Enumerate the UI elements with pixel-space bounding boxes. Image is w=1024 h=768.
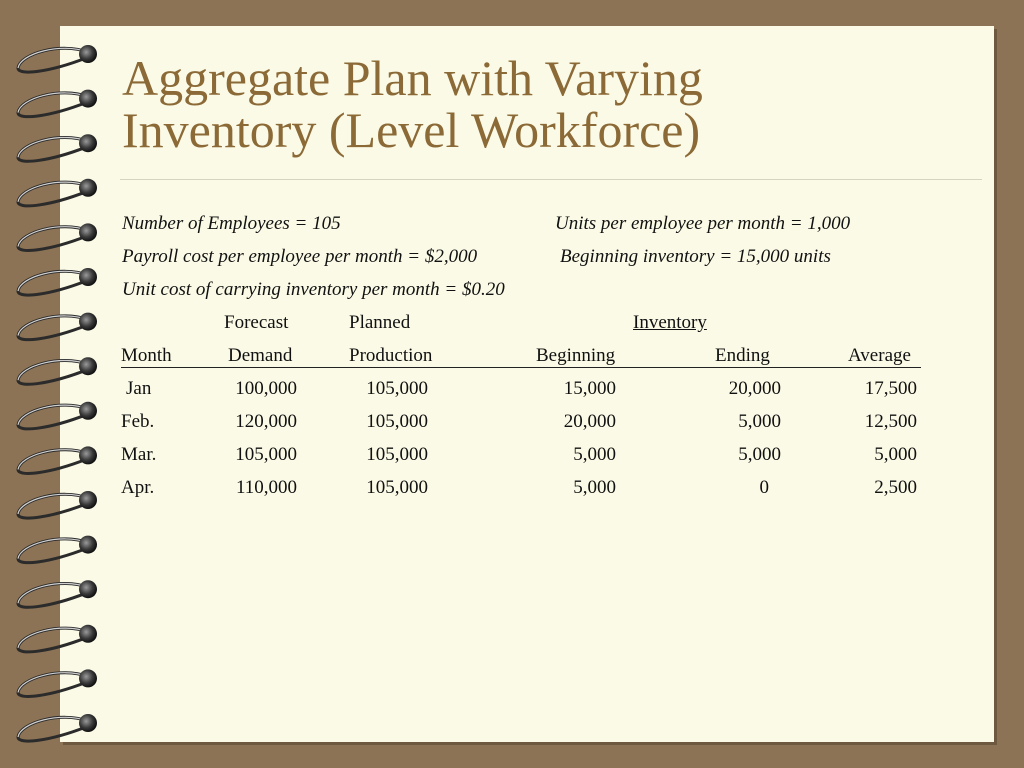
binding-hole bbox=[79, 402, 97, 420]
spiral-ring bbox=[18, 361, 88, 385]
spiral-ring bbox=[18, 93, 88, 117]
cell-beginning: 20,000 bbox=[563, 411, 616, 432]
beginning-inventory-text: Beginning inventory = 15,000 units bbox=[560, 246, 831, 267]
cell-beginning: 15,000 bbox=[563, 378, 616, 399]
spiral-ring bbox=[18, 494, 88, 518]
cell-production: 105,000 bbox=[366, 477, 428, 498]
spiral-ring bbox=[18, 539, 88, 563]
spiral-ring bbox=[18, 138, 88, 162]
binding-hole bbox=[79, 491, 97, 509]
binding-hole bbox=[79, 669, 97, 687]
cell-production: 105,000 bbox=[366, 444, 428, 465]
header-average: Average bbox=[848, 345, 911, 366]
title-line-1: Aggregate Plan with Varying bbox=[122, 50, 703, 106]
binding-hole bbox=[79, 179, 97, 197]
cell-demand: 120,000 bbox=[235, 411, 297, 432]
cell-ending: 5,000 bbox=[738, 444, 781, 465]
spiral-ring bbox=[18, 48, 88, 72]
binding-hole bbox=[79, 134, 97, 152]
header-inventory: Inventory bbox=[633, 312, 707, 333]
title-divider bbox=[120, 179, 982, 180]
spiral-ring bbox=[18, 405, 88, 429]
cell-average: 12,500 bbox=[864, 411, 917, 432]
header-planned: Planned bbox=[349, 312, 411, 333]
title-line-2: Inventory (Level Workforce) bbox=[122, 102, 701, 158]
header-beginning: Beginning bbox=[536, 345, 616, 366]
spiral-ring bbox=[18, 673, 88, 697]
spiral-ring bbox=[18, 182, 88, 206]
spiral-ring bbox=[18, 450, 88, 474]
cell-average: 5,000 bbox=[874, 444, 917, 465]
spiral-ring bbox=[18, 271, 88, 295]
binding-hole bbox=[79, 714, 97, 732]
header-ending: Ending bbox=[715, 345, 770, 366]
header-forecast: Forecast bbox=[224, 312, 289, 333]
spiral-ring bbox=[18, 717, 88, 741]
spiral-binding-icon bbox=[0, 0, 110, 768]
binding-hole bbox=[79, 446, 97, 464]
cell-average: 17,500 bbox=[864, 378, 917, 399]
cell-beginning: 5,000 bbox=[573, 444, 616, 465]
header-production: Production bbox=[349, 345, 433, 366]
cell-ending: 0 bbox=[759, 477, 769, 498]
cell-month: Feb. bbox=[121, 411, 155, 432]
binding-hole bbox=[79, 536, 97, 554]
binding-hole bbox=[79, 90, 97, 108]
slide-title bbox=[122, 52, 982, 156]
header-month: Month bbox=[121, 345, 172, 366]
binding-hole bbox=[79, 625, 97, 643]
cell-demand: 100,000 bbox=[235, 378, 297, 399]
cell-month: Jan bbox=[126, 378, 152, 399]
carrying-cost-text: Unit cost of carrying inventory per month = $0.20 bbox=[122, 279, 505, 300]
binding-hole bbox=[79, 268, 97, 286]
cell-month: Mar. bbox=[121, 444, 157, 465]
cell-beginning: 5,000 bbox=[573, 477, 616, 498]
spiral-ring bbox=[18, 628, 88, 652]
cell-demand: 110,000 bbox=[235, 477, 297, 498]
spiral-ring bbox=[18, 584, 88, 608]
cell-ending: 20,000 bbox=[728, 378, 781, 399]
spiral-ring bbox=[18, 227, 88, 251]
payroll-text: Payroll cost per employee per month = $2,000 bbox=[122, 246, 478, 267]
table-header-underline bbox=[121, 367, 921, 368]
employees-text: Number of Employees = 105 bbox=[122, 213, 341, 234]
cell-production: 105,000 bbox=[366, 411, 428, 432]
cell-average: 2,500 bbox=[874, 477, 917, 498]
cell-month: Apr. bbox=[121, 477, 155, 498]
binding-hole bbox=[79, 45, 97, 63]
header-demand: Demand bbox=[228, 345, 293, 366]
spiral-ring bbox=[18, 316, 88, 340]
binding-hole bbox=[79, 223, 97, 241]
binding-hole bbox=[79, 313, 97, 331]
cell-ending: 5,000 bbox=[738, 411, 781, 432]
cell-demand: 105,000 bbox=[235, 444, 297, 465]
binding-hole bbox=[79, 580, 97, 598]
binding-hole bbox=[79, 357, 97, 375]
units-per-employee-text: Units per employee per month = 1,000 bbox=[555, 213, 851, 234]
cell-production: 105,000 bbox=[366, 378, 428, 399]
